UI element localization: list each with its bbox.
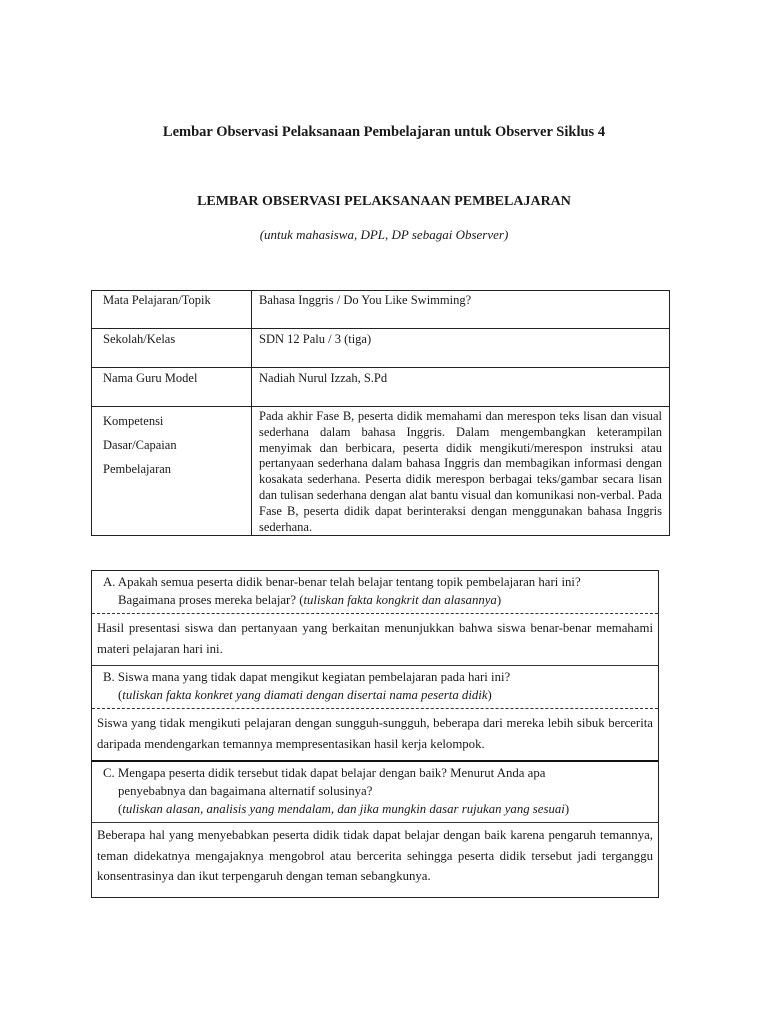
question-c-hint: tuliskan alasan, analisis yang mendalam, dan jika mungkin dasar rujukan yang sesuai [122, 802, 565, 816]
answer-b: Siswa yang tidak mengikuti pelajaran dengan sungguh-sungguh, beberapa dari mereka lebih sibuk bercerita daripada mendengarkan temannya mempresentasikan hasil kerja kelompok. [92, 708, 658, 760]
document-title: Lembar Observasi Pelaksanaan Pembelajaran untuk Observer Siklus 4 [162, 124, 606, 140]
question-c-line-1: C. Mengapa peserta didik tersebut tidak dapat belajar dengan baik? Menurut Anda apa [103, 766, 546, 780]
question-a [92, 571, 658, 613]
question-c-close: ) [564, 802, 570, 816]
question-b-line-2 [103, 686, 648, 704]
observation-box [91, 570, 659, 898]
question-b [92, 665, 658, 708]
question-b-open: ( [118, 688, 123, 702]
question-b-line-1: B. Siswa mana yang tidak dapat mengikut kegiatan pembelajaran pada hari ini? [103, 670, 511, 684]
info-row-subject [92, 291, 670, 329]
question-b-close: ) [487, 688, 492, 702]
question-a-hint: tuliskan fakta kongkrit dan alasannya [303, 593, 497, 607]
competency-cell [252, 407, 670, 536]
question-c-line-2: penyebabnya dan bagaimana alternatif solusinya? [118, 784, 373, 798]
question-a-text: Bagaimana proses mereka belajar? ( [118, 593, 304, 607]
question-a-line-2 [103, 591, 648, 609]
info-row-school [92, 329, 670, 368]
competency-value: Pada akhir Fase B, peserta didik memahami dan merespon teks lisan dan visual sederhana dalam bahasa Inggris. Dalam mengembangkan keterampilan menyimak dan berbicara, peserta didik mengikuti/merespon instruksi atau pertanyaan sederhana dalam bahasa Inggris dan membagikan informasi dengan kosakata sederhana. Peserta didik merespon berbagai teks/gambar secara lisan dan tulisan sederhana dengan alat bantu visual dan komunikasi non-verbal. Pada Fase B, peserta didik dapat berinteraksi dengan menggunakan bahasa Inggris sederhana. [259, 409, 662, 534]
subject-label: Mata Pelajaran/Topik [92, 291, 252, 329]
sheet-subtitle: (untuk mahasiswa, DPL, DP sebagai Observer) [259, 227, 509, 242]
question-c-open: ( [118, 802, 123, 816]
school-label: Sekolah/Kelas [92, 329, 252, 368]
answer-a: Hasil presentasi siswa dan pertanyaan yang berkaitan menunjukkan bahwa siswa benar-benar memahami materi pelajaran hari ini. [92, 613, 658, 665]
teacher-label: Nama Guru Model [92, 368, 252, 407]
competency-label-line-3: Pembelajaran [103, 462, 172, 476]
competency-label-line-1: Kompetensi [103, 414, 164, 428]
question-b-hint: tuliskan fakta konkret yang diamati dengan disertai nama peserta didik [122, 688, 488, 702]
school-value: SDN 12 Palu / 3 (tiga) [252, 329, 670, 368]
competency-label-line-2: Dasar/Capaian [103, 438, 177, 452]
info-row-competency [92, 407, 670, 536]
competency-label [92, 407, 252, 536]
subject-value: Bahasa Inggris / Do You Like Swimming? [252, 291, 670, 329]
answer-c: Beberapa hal yang menyebabkan peserta didik tidak dapat belajar dengan baik karena pengaruh temannya, teman didekatnya mengajaknya mengobrol atau bercerita sehingga peserta didik tersebut jadi terganggu konsentrasinya dan ikut terpengaruh dengan teman sebangkunya. [92, 822, 658, 897]
question-c [92, 760, 658, 822]
sheet-title: LEMBAR OBSERVASI PELAKSANAAN PEMBELAJARAN [197, 194, 571, 209]
teacher-value: Nadiah Nurul Izzah, S.Pd [252, 368, 670, 407]
question-a-line-1: A. Apakah semua peserta didik benar-benar telah belajar tentang topik pembelajaran hari ini? [103, 575, 581, 589]
question-c-line-3 [103, 800, 648, 818]
question-a-close: ) [496, 593, 502, 607]
info-table [91, 290, 670, 536]
info-row-teacher [92, 368, 670, 407]
